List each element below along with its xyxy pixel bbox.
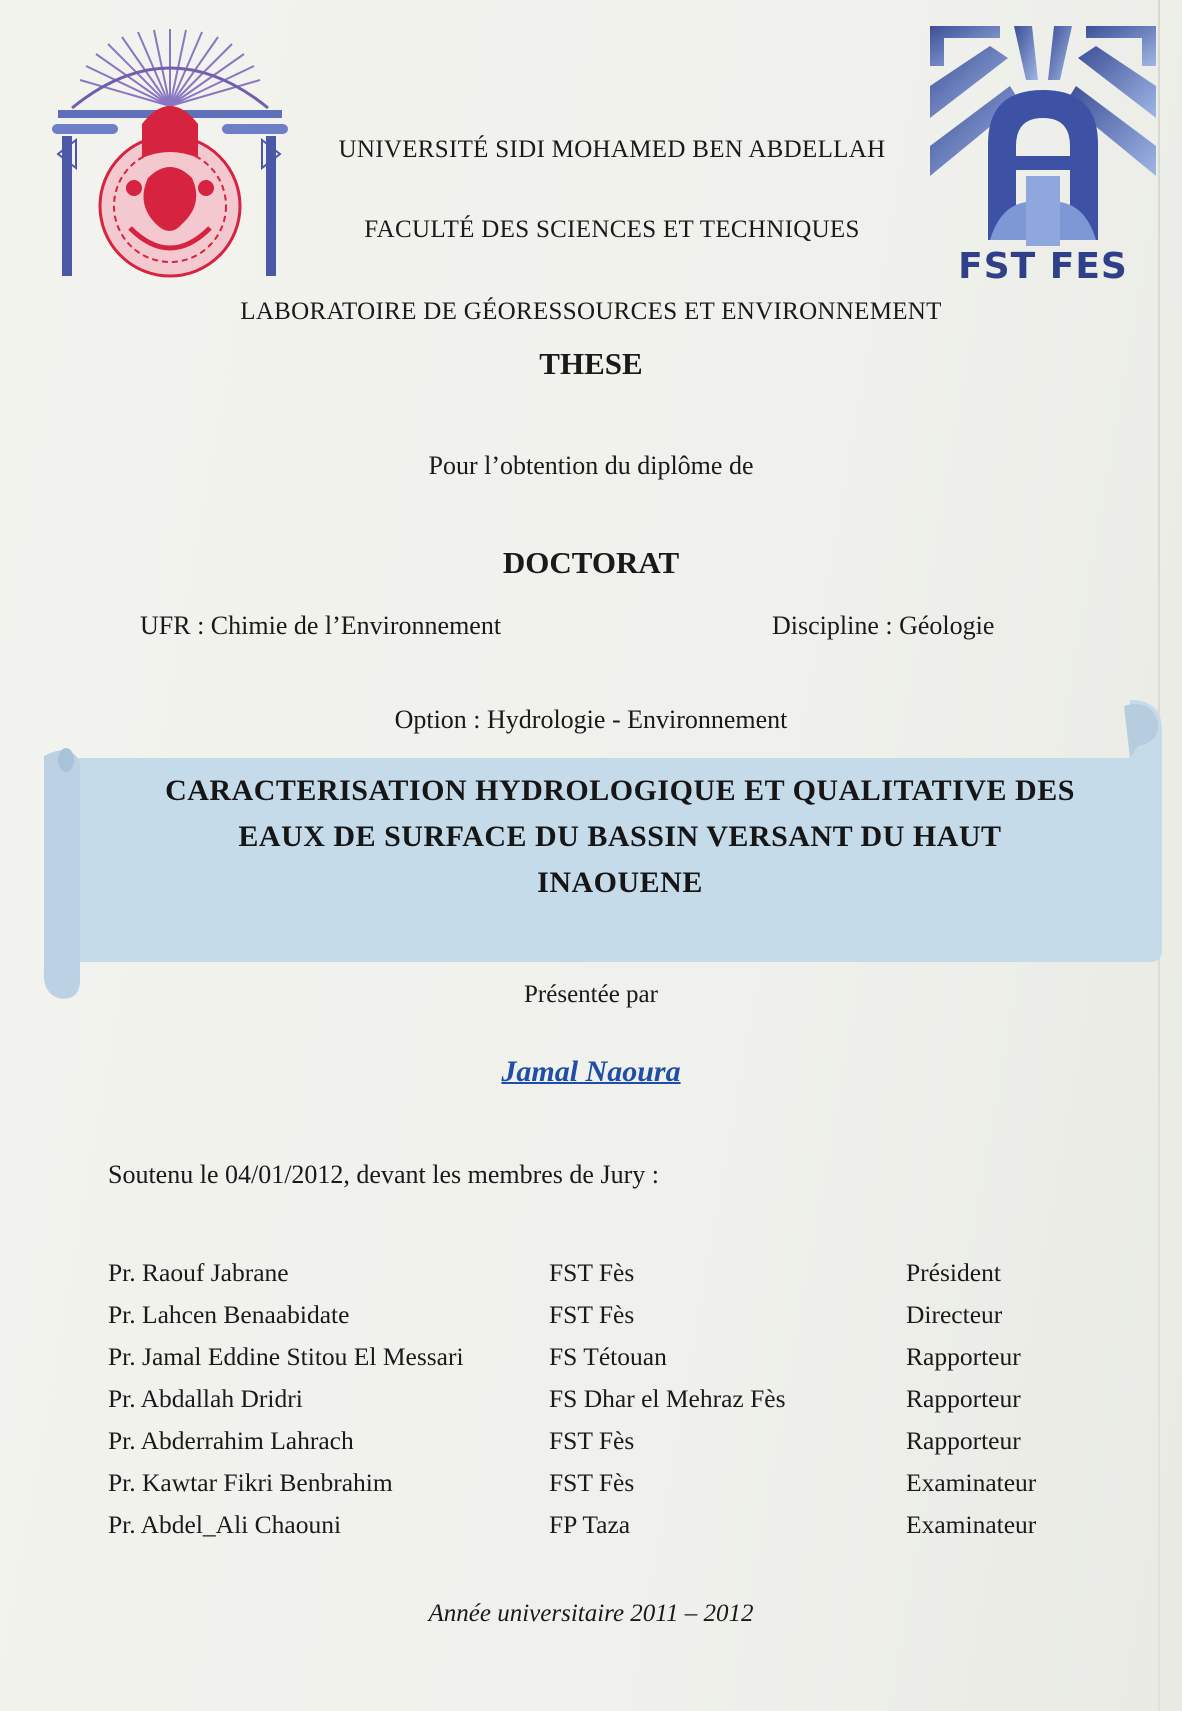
jury-table — [108, 1258, 1108, 1552]
jury-member-role: Directeur — [906, 1300, 1003, 1329]
jury-member-name: Pr. Raouf Jabrane — [108, 1258, 289, 1287]
academic-year: Année universitaire 2011 – 2012 — [428, 1600, 754, 1627]
jury-member-institution: FS Tétouan — [549, 1342, 667, 1371]
jury-member-institution: FST Fès — [549, 1426, 635, 1455]
jury-member-name: Pr. Abdel_Ali Chaouni — [108, 1510, 342, 1539]
jury-member-role: Examinateur — [906, 1510, 1037, 1539]
faculty-name: FACULTÉ DES SCIENCES ET TECHNIQUES — [364, 216, 860, 243]
jury-row — [108, 1342, 1108, 1384]
jury-member-role: Rapporteur — [906, 1426, 1021, 1455]
university-name: UNIVERSITÉ SIDI MOHAMED BEN ABDELLAH — [338, 136, 886, 163]
ufr-label: UFR : Chimie de l’Environnement — [140, 611, 502, 640]
thesis-title-line: INAOUENE — [537, 866, 703, 899]
jury-member-institution: FST Fès — [549, 1258, 635, 1287]
presented-by-label: Présentée par — [524, 981, 658, 1008]
jury-member-name: Pr. Jamal Eddine Stitou El Messari — [108, 1342, 464, 1371]
jury-row — [108, 1300, 1108, 1342]
fst-fes-logo — [930, 26, 1156, 284]
university-emblem-logo — [52, 28, 288, 286]
author-name: Jamal Naoura — [501, 1055, 681, 1088]
jury-member-institution: FP Taza — [549, 1510, 631, 1539]
jury-row — [108, 1510, 1108, 1552]
thesis-title-line: EAUX DE SURFACE DU BASSIN VERSANT DU HAUT — [238, 820, 1002, 853]
thesis-title-line: CARACTERISATION HYDROLOGIQUE ET QUALITATIVE DES — [165, 774, 1075, 807]
jury-member-role: Rapporteur — [906, 1342, 1021, 1371]
discipline-label: Discipline : Géologie — [772, 611, 995, 640]
jury-member-role: Examinateur — [906, 1468, 1037, 1497]
defense-date-statement: Soutenu le 04/01/2012, devant les membres de Jury : — [108, 1160, 659, 1189]
jury-member-role: Rapporteur — [906, 1384, 1021, 1413]
jury-member-name: Pr. Abdallah Dridri — [108, 1384, 303, 1413]
jury-member-institution: FST Fès — [549, 1468, 635, 1497]
jury-row — [108, 1258, 1108, 1300]
jury-member-name: Pr. Abderrahim Lahrach — [108, 1426, 354, 1455]
degree-purpose: Pour l’obtention du diplôme de — [428, 451, 754, 480]
jury-row — [108, 1426, 1108, 1468]
jury-member-institution: FS Dhar el Mehraz Fès — [549, 1384, 786, 1413]
laboratory-name: LABORATOIRE DE GÉORESSOURCES ET ENVIRONNEMENT — [240, 298, 942, 325]
jury-member-role: Président — [906, 1258, 1001, 1287]
jury-row — [108, 1468, 1108, 1510]
document-type: THESE — [539, 346, 643, 381]
jury-row — [108, 1384, 1108, 1426]
jury-member-name: Pr. Kawtar Fikri Benbrahim — [108, 1468, 393, 1497]
jury-member-institution: FST Fès — [549, 1300, 635, 1329]
fst-fes-logo-text: FST FES — [958, 246, 1128, 284]
thesis-title — [60, 768, 1180, 906]
jury-member-name: Pr. Lahcen Benaabidate — [108, 1300, 350, 1329]
option-label: Option : Hydrologie - Environnement — [394, 705, 788, 734]
degree-name: DOCTORAT — [502, 545, 680, 580]
